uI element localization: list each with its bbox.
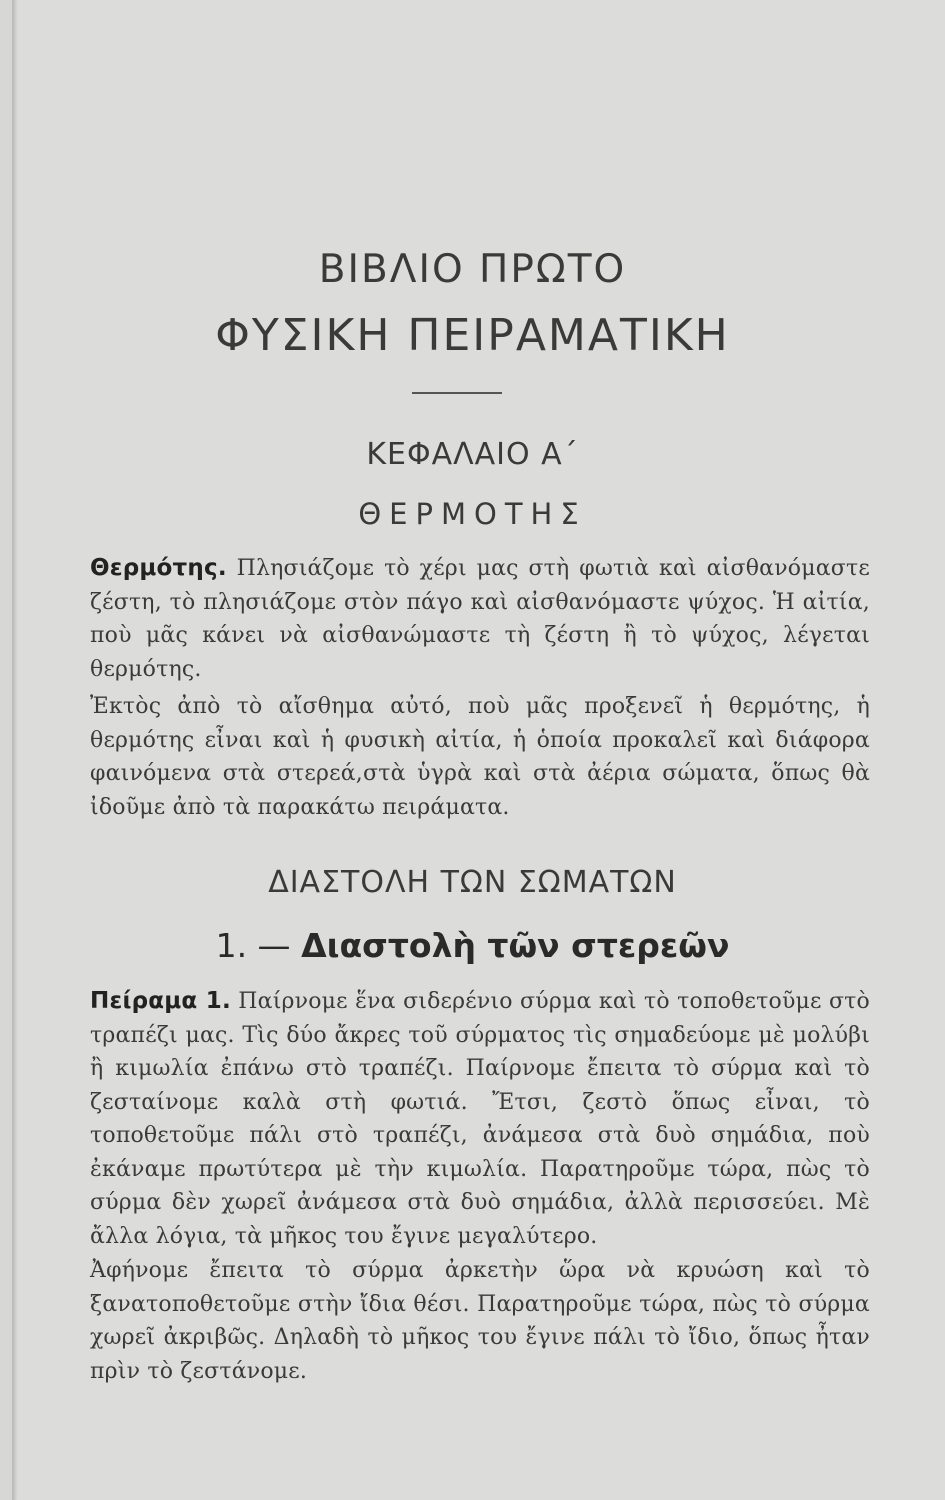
book-title: ΒΙΒΛΙΟ ΠΡΩΤΟ <box>318 247 627 292</box>
experiment-paragraph-2 <box>90 1254 870 1388</box>
subsection-text: Διαστολὴ τῶν στερεῶν <box>301 926 730 965</box>
section-title: ΔΙΑΣΤΟΛΗ ΤΩΝ ΣΩΜΑΤΩΝ <box>268 865 677 900</box>
page-binding-edge <box>14 0 18 1500</box>
book-subtitle: ΦΥΣΙΚΗ ΠΕΙΡΑΜΑΤΙΚΗ <box>215 310 730 361</box>
title-divider <box>412 392 502 394</box>
experiment-lead: Πείραμα 1. <box>90 988 231 1014</box>
experiment-text-2: Ἀφήνομε ἔπειτα τὸ σύρμα ἀρκετὴν ὥρα νὰ κρυώση καὶ τὸ ξανατοποθετοῦμε στὴν ἴδια θέσι. Παρατηροῦμε τώρα, πὼς τὸ σύρμα χωρεῖ ἀκριβῶς. Δηλαδὴ τὸ μῆκος του ἔγινε πάλι τὸ ἴδιο, ὅπως ἦταν πρὶν τὸ ζεστάνομε. <box>90 1258 870 1384</box>
intro-lead: Θερμότης. <box>90 555 227 581</box>
subsection-title <box>0 926 945 965</box>
chapter-title: ΘΕΡΜΟΤΗΣ <box>358 497 587 531</box>
experiment-paragraph <box>90 985 870 1253</box>
experiment-text: Παίρνομε ἕνα σιδερένιο σύρμα καὶ τὸ τοποθετοῦμε στὸ τραπέζι μας. Τὶς δύο ἄκρες τοῦ σύρματος τὶς σημαδεύομε μὲ μολύβι ἢ κιμωλία ἐπάνω στὸ τραπέζι. Παίρνομε ἔπειτα τὸ σύρμα καὶ τὸ ζεσταίνομε καλὰ στὴ φωτιά. Ἔτσι, ζεστὸ ὅπως εἶναι, τὸ τοποθετοῦμε πάλι στὸ τραπέζι, ἀνάμεσα στὰ δυὸ σημάδια, ποὺ ἐκάναμε πρωτύτερα μὲ τὴν κιμωλία. Παρατηροῦμε τώρα, πὼς τὸ σύρμα δὲν χωρεῖ ἀνάμεσα στὰ δυὸ σημάδια, ἀλλὰ περισσεύει. Μὲ ἄλλα λόγια, τὰ μῆκος του ἔγινε μεγαλύτερο. <box>90 989 870 1249</box>
intro-text-2: Ἐκτὸς ἀπὸ τὸ αἴσθημα αὐτό, ποὺ μᾶς προξενεῖ ἡ θερμότης, ἡ θερμότης εἶναι καὶ ἡ φυσικὴ αἰτία, ἡ ὁποία προκαλεῖ καὶ διάφορα φαινόμενα στὰ στερεά,στὰ ὑγρὰ καὶ στὰ ἀέρια σώματα, ὅπως θὰ ἰδοῦμε ἀπὸ τὰ παρακάτω πειράματα. <box>90 694 870 820</box>
chapter-label: ΚΕΦΑΛΑΙΟ Α΄ <box>366 437 579 472</box>
subsection-number: 1. — <box>215 926 291 965</box>
intro-text: Πλησιάζομε τὸ χέρι μας στὴ φωτιὰ καὶ αἰσθανόμαστε ζέστη, τὸ πλησιάζομε στὸν πάγο καὶ αἰσθανόμαστε ψύχος. Ἡ αἰτία, ποὺ μᾶς κάνει νὰ αἰσθανώμαστε τὴ ζέστη ἢ τὸ ψύχος, λέγεται θερμότης. <box>90 556 870 682</box>
intro-paragraph-2 <box>90 690 870 824</box>
intro-paragraph <box>90 552 870 686</box>
